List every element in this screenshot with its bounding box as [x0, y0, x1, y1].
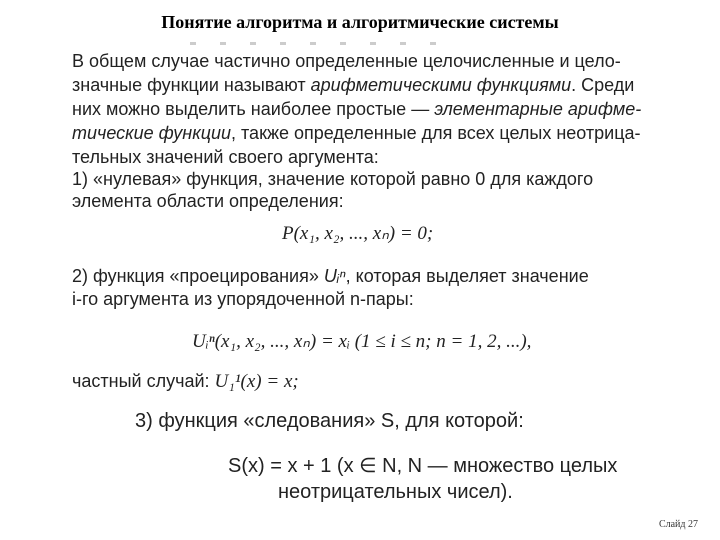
item1-line-2: элемента области определения: [72, 191, 344, 211]
scan-artifact [190, 42, 450, 45]
page-title: Понятие алгоритма и алгоритмические системы [161, 12, 559, 32]
formula-special-case: U₁¹(x) = x; [214, 371, 299, 392]
formula-projection: Uᵢⁿ(x₁, x₂, ..., xₙ) = xᵢ (1 ≤ i ≤ n; n = 1, 2, ...), [192, 331, 532, 352]
paragraph-line-4 [72, 122, 641, 144]
text: , также определенные для всех целых неотрица- [231, 123, 641, 143]
item1-line-1: 1) «нулевая» функция, значение которой равно 0 для каждого [72, 169, 594, 189]
projection-symbol: Uᵢⁿ [323, 266, 346, 286]
paragraph-line-3 [72, 98, 641, 120]
text: частный случай: [72, 371, 215, 391]
slide-number: Слайд 27 [658, 519, 698, 530]
formula-successor-line-2: неотрицательных чисел). [278, 481, 513, 503]
item3-line-1: 3) функция «следования» S, для которой: [135, 410, 524, 432]
term-elementary-functions-cont: тические функции [72, 123, 232, 143]
formula-zero-function: P(x₁, x₂, ..., xₙ) = 0; [282, 223, 434, 244]
text: 2) функция «проецирования» [72, 266, 324, 286]
text: . Среди [571, 75, 635, 95]
text: значные функции называют [72, 75, 311, 95]
text: них можно выделить наиболее простые — [72, 99, 435, 119]
term-elementary-functions: элементарные арифме- [434, 99, 642, 119]
paragraph-line-5: тельных значений своего аргумента: [72, 147, 379, 167]
term-arithmetic-functions: арифметическими функциями [310, 75, 572, 95]
item2-line-2: i-го аргумента из упорядоченной n-пары: [72, 289, 414, 309]
text: , которая выделяет значение [345, 266, 589, 286]
item2-line-1 [72, 265, 589, 287]
formula-successor-line-1: S(x) = x + 1 (x ∈ N, N — множество целых [228, 455, 618, 477]
paragraph-line-1: В общем случае частично определенные целочисленные и цело- [72, 51, 621, 71]
paragraph-line-2 [72, 74, 634, 96]
item2-special-case [72, 370, 299, 393]
